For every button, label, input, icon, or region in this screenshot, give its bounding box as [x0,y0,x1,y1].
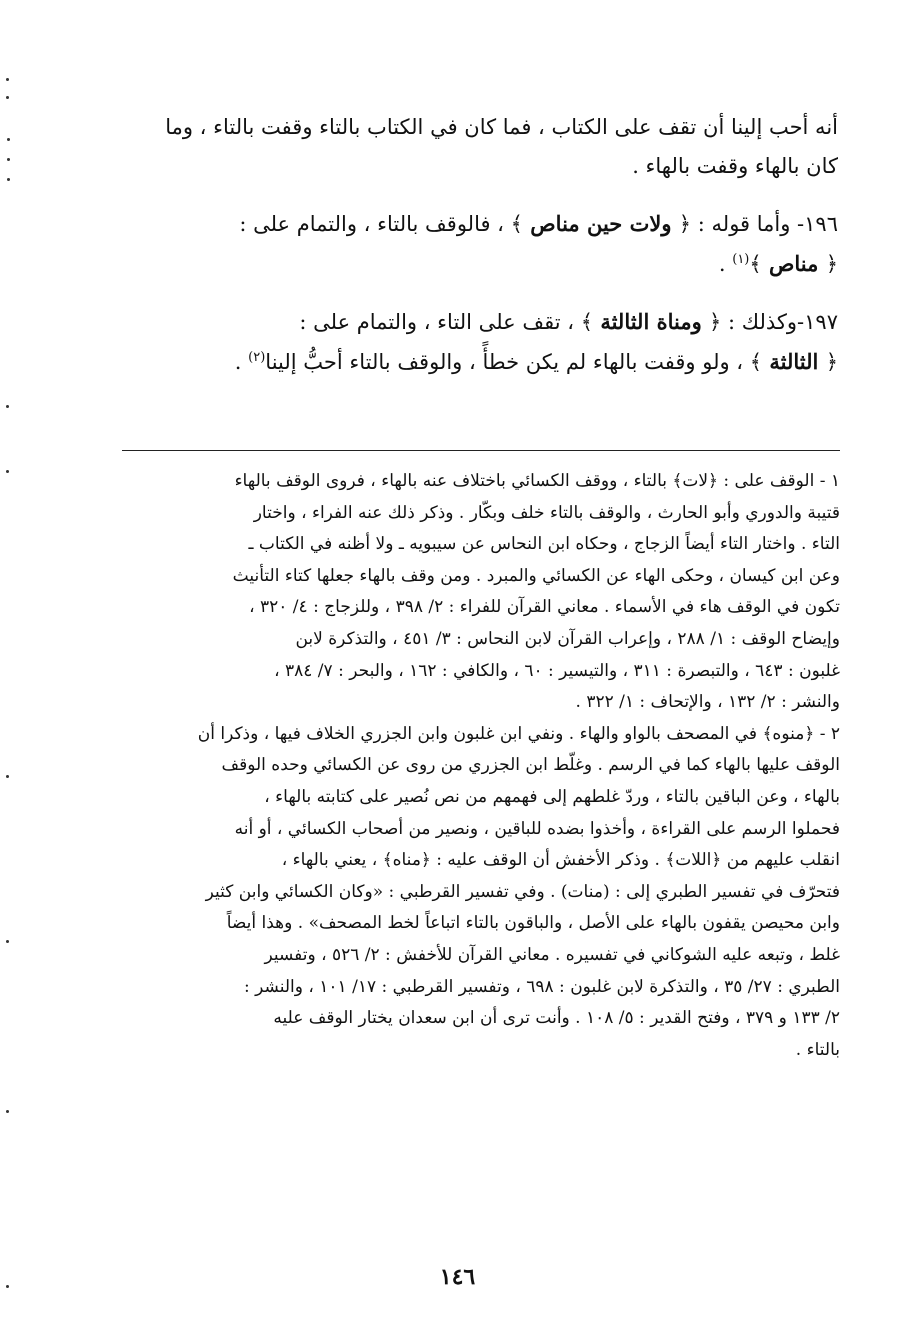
footnote-line: فتحرّف في تفسير الطبري إلى : (منات) . وفي تفسير القرطبي : «وكان الكسائي وابن كثير [205,881,840,902]
scan-mark [6,775,9,778]
footnote-line: الطبري : ٢٧/ ٣٥ ، والتذكرة لابن غلبون : ٦٩٨ ، وتفسير القرطبي : ١٧/ ١٠١ ، والنشر : [244,976,840,997]
footnotes [118,466,840,1066]
scan-mark [6,405,9,408]
footnote-line: غلط ، وتبعه عليه الشوكاني في تفسيره . معاني القرآن للأخفش : ٢/ ٥٢٦ ، وتفسير [264,944,840,965]
scan-mark [7,178,10,181]
p196-end: . [718,252,726,276]
footnote-line: التاء . واختار التاء أيضاً الزجاج ، وحكاه ابن النحاس عن سيبويه ـ ولا أظنه في الكتاب ـ [248,534,840,555]
p197-prefix: ١٩٧-وكذلك : [728,310,838,334]
footnote-line: وعن ابن كيسان ، وحكى الهاء عن الكسائي والمبرد . ومن وقف بالهاء جعلها كتاء التأنيث [232,565,840,586]
footnote-line: الوقف عليها بالهاء كما في الرسم . وغلّط ابن الجزري من روى عن الكسائي وحده الوقف [221,755,840,776]
footnote-line: تكون في الوقف هاء في الأسماء . معاني القرآن للفراء : ٢/ ٣٩٨ ، وللزجاج : ٤/ ٣٢٠ ، [249,597,840,618]
footnote-line: غلبون : ٦٤٣ ، والتبصرة : ٣١١ ، والتيسير : ٦٠ ، والكافي : ١٦٢ ، والبحر : ٧/ ٣٨٤ ، [274,660,840,681]
intro-line-2: كان بالهاء وقفت بالهاء . [632,154,838,178]
footnote-ref-1: (١) [732,252,750,267]
footnote-2 [118,719,840,1067]
footnote-line: فحملوا الرسم على القراءة ، وأخذوا بضده للباقين ، ونصير من أصحاب الكسائي ، أو أنه [234,818,840,839]
p196-rest: ، فالوقف بالتاء ، والتمام على : [239,212,504,236]
scan-mark [6,470,9,473]
scan-mark [6,96,9,99]
footnote-line: بالتاء . [795,1039,840,1060]
paragraph-196 [118,204,838,284]
scan-mark [6,78,9,81]
footnote-1 [118,466,840,719]
p197-quote-2: ﴿ الثالثة ﴾ [749,349,838,374]
scan-mark [7,138,10,141]
intro-line-1: أنه أحب إلينا أن تقف على الكتاب ، فما كان في الكتاب بالتاء وقفت بالتاء ، وما [165,115,838,139]
scan-mark [7,158,10,161]
footnote-line: ٢ - ﴿منوه﴾ في المصحف بالواو والهاء . ونفي ابن غلبون وابن الجزري الخلاف فيها ، وذكرا أن [197,723,840,744]
scan-mark [6,1110,9,1113]
footnote-line: ٢/ ١٣٣ و ٣٧٩ ، وفتح القدير : ٥/ ١٠٨ . وأنت ترى أن ابن سعدان يختار الوقف عليه [273,1008,840,1029]
p197-rest-2: ، ولو وقفت بالهاء لم يكن خطأً ، والوقف بالتاء أحبُّ إلينا [265,350,744,374]
paragraph-intro [118,108,838,186]
p197-end: . [234,350,242,374]
footnote-line: وإيضاح الوقف : ١/ ٢٨٨ ، وإعراب القرآن لابن النحاس : ٣/ ٤٥١ ، والتذكرة لابن [295,628,840,649]
p197-rest: ، تقف على التاء ، والتمام على : [299,310,575,334]
p196-prefix: ١٩٦- وأما قوله : [697,212,838,236]
footnote-line: قتيبة والدوري وأبو الحارث ، والوقف بالتاء خلف وبكّار . وذكر ذلك عنه الفراء ، واختار [253,502,840,523]
main-text [118,108,838,398]
page-number: ١٤٦ [439,1264,476,1290]
footnote-line: ١ - الوقف على : ﴿لات﴾ بالتاء ، ووقف الكسائي باختلاف عنه بالهاء ، فروى الوقف بالهاء [234,471,840,491]
scan-mark [6,940,9,943]
p196-quote-1: ﴿ ولات حين مناص ﴾ [510,211,692,236]
paragraph-197 [118,302,838,382]
p197-quote-1: ﴿ ومناة الثالثة ﴾ [580,309,722,334]
footnote-line: بالهاء ، وعن الباقين بالتاء ، وردّ غلطهم إلى فهمهم من نص نُصير على كتابته بالهاء ، [264,786,840,807]
p196-quote-2: ﴿ مناص ﴾ [749,251,838,276]
footnote-line: وابن محيصن يقفون بالهاء على الأصل ، والباقون بالتاء اتباعاً لخط المصحف» . وهذا أيضاً [226,913,840,934]
footnote-ref-2: (٢) [248,350,266,365]
footnote-line: انقلب عليهم من ﴿اللات﴾ . وذكر الأخفش أن الوقف عليه : ﴿مناه﴾ ، يعني بالهاء ، [281,850,840,871]
footnote-line: والنشر : ٢/ ١٣٢ ، والإتحاف : ١/ ٣٢٢ . [575,692,840,713]
footnote-divider [122,450,840,451]
